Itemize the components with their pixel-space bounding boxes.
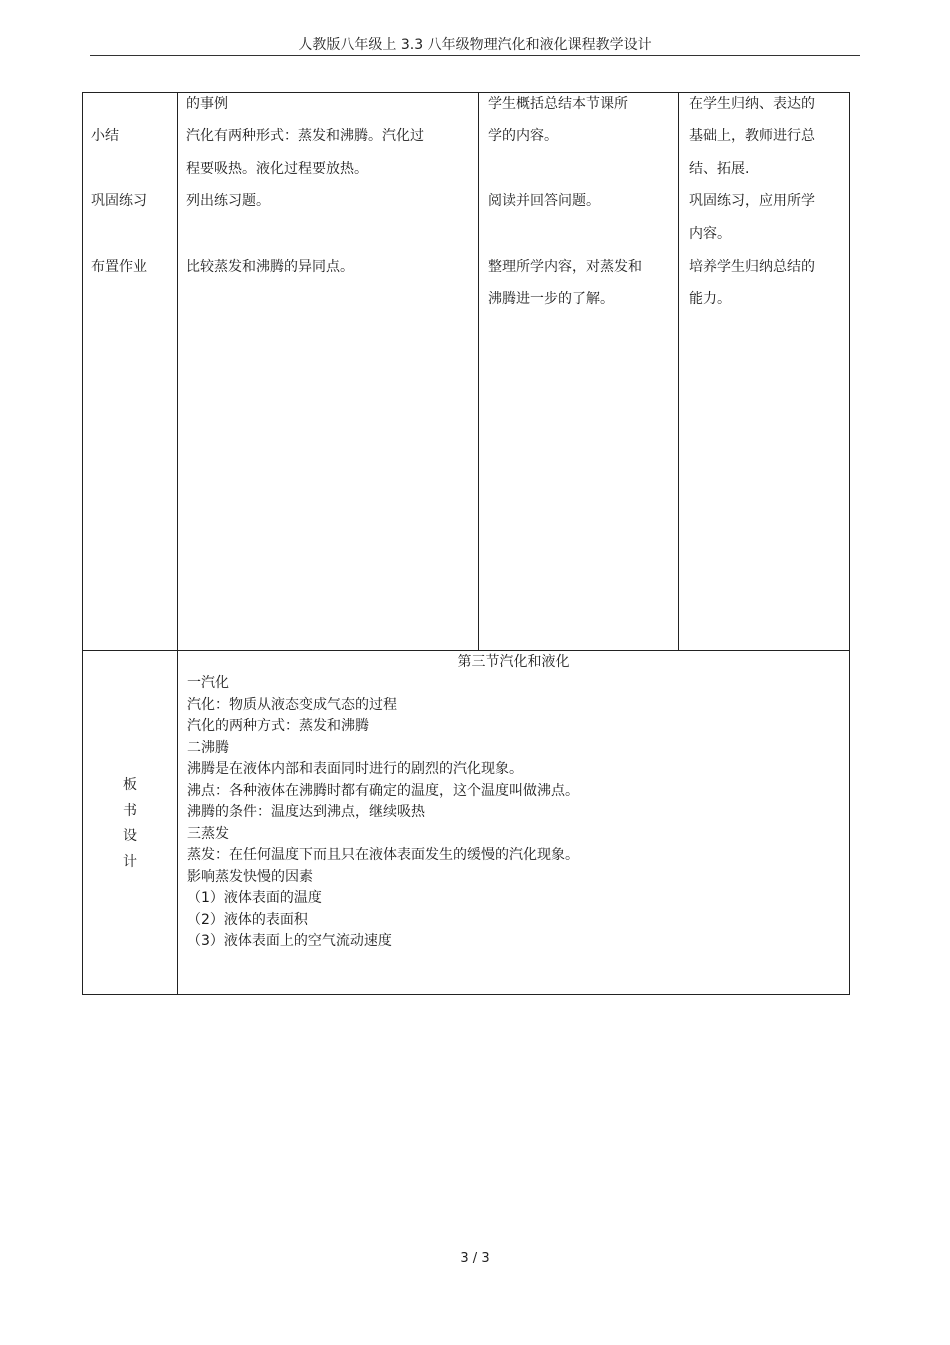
student-activity-line: 学生概括总结本节课所 <box>488 96 628 112</box>
content-line: 列出练习题。 <box>186 193 270 209</box>
board-label-char: 板 <box>123 777 137 793</box>
board-label-char: 设 <box>123 828 137 844</box>
student-activity-line: 阅读并回答问题。 <box>488 193 600 209</box>
design-intent-line: 内容。 <box>689 226 731 242</box>
board-line: （3）液体表面上的空气流动速度 <box>187 933 392 949</box>
content-line: 比较蒸发和沸腾的异同点。 <box>186 259 354 275</box>
board-line: 沸腾的条件：温度达到沸点，继续吸热 <box>187 804 425 820</box>
student-activity-line: 整理所学内容，对蒸发和 <box>488 259 642 275</box>
content-line: 程要吸热。液化过程要放热。 <box>186 161 368 177</box>
page-number: 3 / 3 <box>460 1251 490 1266</box>
board-line: （1）液体表面的温度 <box>187 890 322 906</box>
header-divider <box>90 55 860 56</box>
board-line: 三蒸发 <box>187 825 229 842</box>
col-divider-2 <box>478 93 479 650</box>
label-homework: 布置作业 <box>91 259 147 275</box>
board-line: 二沸腾 <box>187 739 229 756</box>
label-summary: 小结 <box>91 128 119 144</box>
board-line: 影响蒸发快慢的因素 <box>187 868 313 885</box>
board-title: 第三节汽化和液化 <box>457 654 570 670</box>
student-activity-line: 沸腾进一步的了解。 <box>488 291 614 307</box>
col-divider-1 <box>177 93 178 994</box>
board-line: 蒸发：在任何温度下而且只在液体表面发生的缓慢的汽化现象。 <box>187 847 579 863</box>
board-line: 一汽化 <box>187 675 229 691</box>
content-line: 汽化有两种形式：蒸发和沸腾。汽化过 <box>186 128 424 144</box>
design-intent-line: 基础上，教师进行总 <box>689 128 815 144</box>
board-line: 汽化：物质从液态变成气态的过程 <box>187 696 397 713</box>
design-intent-line: 结、拓展. <box>689 161 750 177</box>
board-content <box>187 673 579 953</box>
lesson-table <box>82 92 850 995</box>
col-divider-3 <box>678 93 679 650</box>
board-line: 沸腾是在液体内部和表面同时进行的剧烈的汽化现象。 <box>187 761 523 777</box>
board-label-char: 计 <box>123 854 137 870</box>
board-line: 汽化的两种方式：蒸发和沸腾 <box>187 718 369 734</box>
board-line: 沸点：各种液体在沸腾时都有确定的温度，这个温度叫做沸点。 <box>187 782 579 799</box>
design-intent-line: 培养学生归纳总结的 <box>689 259 815 275</box>
page-header: 人教版八年级上 3.3 八年级物理汽化和液化课程教学设计 <box>298 37 652 53</box>
content-line: 的事例 <box>186 96 228 112</box>
design-intent-line: 能力。 <box>689 291 731 307</box>
student-activity-line: 学的内容。 <box>488 128 558 144</box>
design-intent-line: 在学生归纳、表达的 <box>689 96 815 112</box>
label-practice: 巩固练习 <box>91 193 147 209</box>
board-label-char: 书 <box>123 803 137 819</box>
design-intent-line: 巩固练习，应用所学 <box>689 193 815 209</box>
board-line: （2）液体的表面积 <box>187 911 308 928</box>
